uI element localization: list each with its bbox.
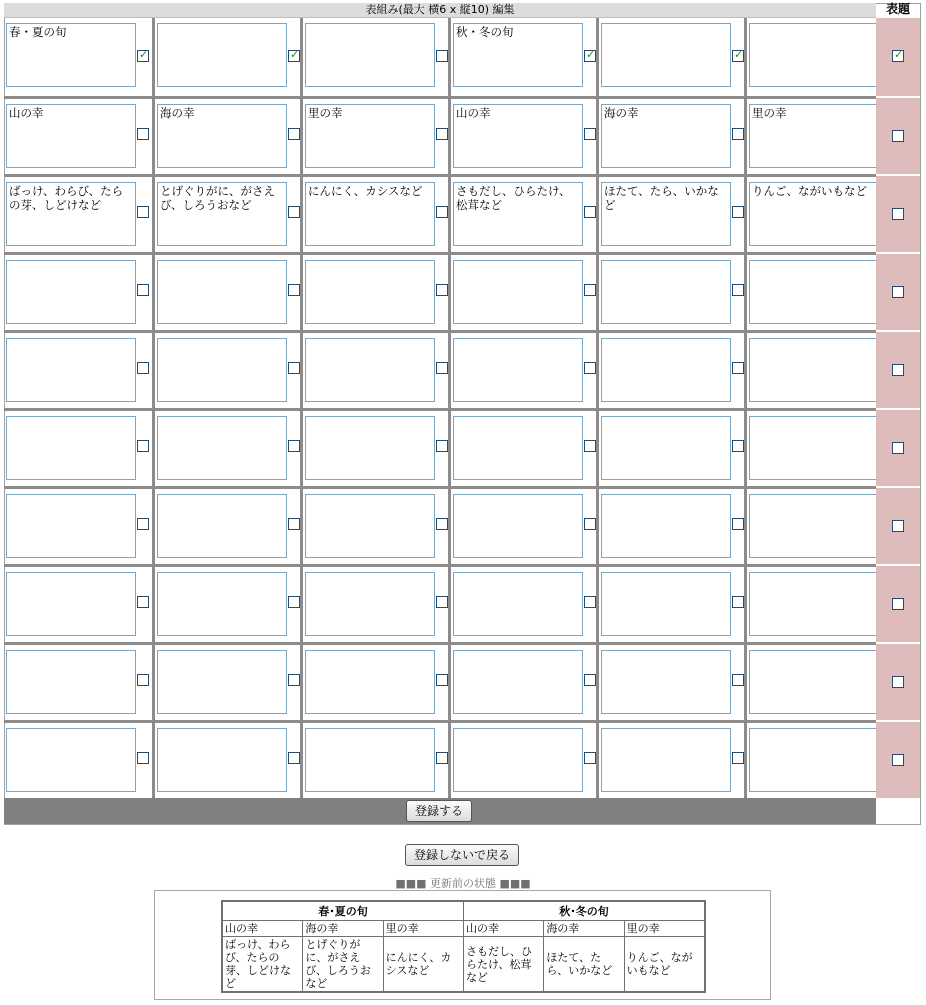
cell-merge-checkbox[interactable] (137, 362, 149, 374)
cell-merge-checkbox[interactable] (584, 674, 596, 686)
cell-merge-checkbox[interactable] (584, 128, 596, 140)
cell-text-input[interactable] (749, 416, 879, 480)
cell-merge-checkbox[interactable] (732, 206, 744, 218)
grid-cell (744, 177, 892, 255)
cell-text-input[interactable] (305, 338, 435, 402)
grid-cell (596, 645, 744, 723)
grid-cell (448, 411, 596, 489)
heading-row-cell (876, 18, 920, 96)
cell-text-input[interactable] (749, 728, 879, 792)
grid-cell (596, 177, 744, 255)
cell-merge-checkbox[interactable] (584, 362, 596, 374)
cell-text-input[interactable] (6, 572, 136, 636)
cell-merge-checkbox[interactable] (436, 284, 448, 296)
cell-text-input[interactable] (305, 260, 435, 324)
grid-cell (744, 645, 892, 723)
grid-cell (448, 99, 596, 177)
grid-cell (4, 255, 152, 333)
grid-cell (152, 333, 300, 411)
heading-row-cell (876, 96, 920, 174)
cell-text-input[interactable] (749, 23, 879, 87)
cell-text-input[interactable] (453, 23, 583, 87)
cell-text-input[interactable] (601, 494, 731, 558)
cell-grid (4, 18, 876, 798)
grid-cell (596, 18, 744, 96)
cell-merge-checkbox[interactable] (584, 596, 596, 608)
cell-merge-checkbox[interactable] (137, 596, 149, 608)
cell-text-input[interactable] (305, 416, 435, 480)
cell-merge-checkbox[interactable] (732, 596, 744, 608)
preview-cell: ほたて、たら、いかなど (544, 937, 624, 993)
grid-cell (152, 489, 300, 567)
heading-row-cell (876, 720, 920, 798)
cell-text-input[interactable] (601, 416, 731, 480)
cell-text-input[interactable] (453, 494, 583, 558)
grid-cell (4, 99, 152, 177)
cell-merge-checkbox[interactable] (288, 518, 300, 530)
heading-row-checkbox[interactable] (892, 208, 904, 220)
grid-cell (152, 567, 300, 645)
cell-text-input[interactable] (157, 416, 287, 480)
cell-text-input[interactable] (6, 338, 136, 402)
grid-cell (4, 411, 152, 489)
cell-merge-checkbox[interactable] (137, 284, 149, 296)
heading-row-cell (876, 330, 920, 408)
cell-text-input[interactable] (305, 182, 435, 246)
cell-text-input[interactable] (157, 23, 287, 87)
grid-cell (596, 567, 744, 645)
cell-merge-checkbox[interactable] (732, 440, 744, 452)
grid-cell (744, 489, 892, 567)
heading-row-checkbox[interactable] (892, 754, 904, 766)
cell-merge-checkbox[interactable] (137, 752, 149, 764)
preview-table (221, 900, 706, 993)
preview-cell: 里の幸 (383, 921, 463, 937)
cell-text-input[interactable] (453, 650, 583, 714)
preview-cell: 海の幸 (303, 921, 383, 937)
cell-text-input[interactable] (6, 494, 136, 558)
heading-row-cell (876, 486, 920, 564)
heading-row-checkbox[interactable] (892, 130, 904, 142)
cell-merge-checkbox[interactable] (288, 284, 300, 296)
preview-cell: 海の幸 (544, 921, 624, 937)
grid-cell (300, 645, 448, 723)
cell-text-input[interactable] (749, 572, 879, 636)
grid-cell (152, 645, 300, 723)
grid-cell (448, 333, 596, 411)
cell-merge-checkbox[interactable] (436, 440, 448, 452)
preview-caption: ■■■ 更新前の状態 ■■■ (395, 877, 531, 890)
grid-cell (744, 411, 892, 489)
cell-text-input[interactable] (749, 260, 879, 324)
cell-merge-checkbox[interactable] (732, 50, 744, 62)
grid-cell (596, 255, 744, 333)
preview-row (222, 937, 705, 993)
cell-merge-checkbox[interactable] (436, 518, 448, 530)
heading-row-checkbox[interactable] (892, 598, 904, 610)
cell-merge-checkbox[interactable] (732, 674, 744, 686)
cell-merge-checkbox[interactable] (584, 752, 596, 764)
cell-text-input[interactable] (157, 572, 287, 636)
cell-merge-checkbox[interactable] (732, 284, 744, 296)
grid-row (4, 408, 876, 486)
back-without-saving-button[interactable]: 登録しないで戻る (405, 844, 519, 866)
cell-text-input[interactable] (157, 260, 287, 324)
grid-cell (596, 723, 744, 801)
cell-merge-checkbox[interactable] (137, 518, 149, 530)
heading-row-cell (876, 252, 920, 330)
cell-merge-checkbox[interactable] (436, 206, 448, 218)
cell-text-input[interactable] (453, 260, 583, 324)
cell-text-input[interactable] (453, 416, 583, 480)
cell-merge-checkbox[interactable] (288, 596, 300, 608)
preview-header-row (222, 901, 705, 921)
cell-text-input[interactable] (305, 494, 435, 558)
grid-cell (744, 99, 892, 177)
submit-bar (4, 798, 876, 824)
preview-cell: りんご、ながいもなど (624, 937, 705, 993)
grid-cell (596, 99, 744, 177)
cell-text-input[interactable] (601, 260, 731, 324)
cell-text-input[interactable] (157, 494, 287, 558)
grid-cell (448, 18, 596, 96)
grid-cell (596, 333, 744, 411)
grid-cell (744, 255, 892, 333)
grid-cell (4, 567, 152, 645)
cell-text-input[interactable] (749, 494, 879, 558)
cell-text-input[interactable] (305, 23, 435, 87)
grid-cell (448, 723, 596, 801)
cell-text-input[interactable] (601, 650, 731, 714)
grid-cell (596, 489, 744, 567)
cell-text-input[interactable] (601, 728, 731, 792)
cell-merge-checkbox[interactable] (288, 362, 300, 374)
cell-merge-checkbox[interactable] (288, 128, 300, 140)
cell-text-input[interactable] (749, 338, 879, 402)
cell-merge-checkbox[interactable] (732, 752, 744, 764)
grid-cell (4, 723, 152, 801)
heading-row-checkbox[interactable] (892, 520, 904, 532)
cell-text-input[interactable] (157, 182, 287, 246)
cell-merge-checkbox[interactable] (584, 440, 596, 452)
preview-cell: さもだし、ひらたけ、松茸など (463, 937, 543, 993)
cell-merge-checkbox[interactable] (436, 596, 448, 608)
heading-row-cell (876, 564, 920, 642)
cell-text-input[interactable] (6, 260, 136, 324)
grid-cell (300, 99, 448, 177)
grid-cell (300, 723, 448, 801)
grid-cell (300, 333, 448, 411)
grid-cell (300, 567, 448, 645)
grid-cell (448, 489, 596, 567)
grid-cell (596, 411, 744, 489)
grid-row (4, 252, 876, 330)
cell-text-input[interactable] (305, 104, 435, 168)
cell-merge-checkbox[interactable] (137, 128, 149, 140)
cell-text-input[interactable] (305, 650, 435, 714)
heading-row-cell (876, 174, 920, 252)
grid-cell (152, 723, 300, 801)
grid-row (4, 486, 876, 564)
grid-row (4, 642, 876, 720)
cell-merge-checkbox[interactable] (137, 206, 149, 218)
grid-cell (4, 645, 152, 723)
cell-text-input[interactable] (157, 338, 287, 402)
cell-merge-checkbox[interactable] (137, 440, 149, 452)
preview-cell: 山の幸 (222, 921, 303, 937)
submit-button[interactable]: 登録する (406, 800, 472, 822)
grid-row (4, 720, 876, 798)
grid-row (4, 18, 876, 96)
heading-checkbox-column (876, 18, 920, 798)
cell-text-input[interactable] (453, 104, 583, 168)
grid-cell (744, 333, 892, 411)
cell-text-input[interactable] (453, 182, 583, 246)
cell-merge-checkbox[interactable] (732, 518, 744, 530)
cell-merge-checkbox[interactable] (436, 50, 448, 62)
grid-cell (4, 177, 152, 255)
grid-cell (300, 411, 448, 489)
cell-text-input[interactable] (305, 728, 435, 792)
cell-merge-checkbox[interactable] (584, 284, 596, 296)
cell-text-input[interactable] (453, 338, 583, 402)
heading-row-checkbox[interactable] (892, 50, 904, 62)
grid-row (4, 96, 876, 174)
preview-cell: にんにく、カシスなど (383, 937, 463, 993)
cell-merge-checkbox[interactable] (288, 206, 300, 218)
cell-text-input[interactable] (601, 104, 731, 168)
grid-cell (300, 18, 448, 96)
heading-row-checkbox[interactable] (892, 676, 904, 688)
cell-merge-checkbox[interactable] (288, 752, 300, 764)
cell-merge-checkbox[interactable] (436, 752, 448, 764)
cell-text-input[interactable] (157, 728, 287, 792)
grid-cell (448, 645, 596, 723)
preview-panel (154, 890, 771, 1000)
grid-cell (744, 723, 892, 801)
cell-text-input[interactable] (6, 416, 136, 480)
grid-cell (4, 489, 152, 567)
cell-text-input[interactable] (157, 650, 287, 714)
grid-cell (4, 18, 152, 96)
cell-merge-checkbox[interactable] (137, 50, 149, 62)
preview-row (222, 921, 705, 937)
cell-merge-checkbox[interactable] (288, 50, 300, 62)
cell-merge-checkbox[interactable] (288, 674, 300, 686)
grid-cell (152, 18, 300, 96)
cell-merge-checkbox[interactable] (732, 128, 744, 140)
grid-cell (300, 489, 448, 567)
cell-text-input[interactable] (6, 182, 136, 246)
grid-row (4, 174, 876, 252)
heading-column-label: 表題 (885, 2, 910, 16)
heading-row-cell (876, 642, 920, 720)
cell-merge-checkbox[interactable] (584, 50, 596, 62)
cell-text-input[interactable] (6, 23, 136, 87)
preview-cell: 山の幸 (463, 921, 543, 937)
grid-cell (152, 177, 300, 255)
preview-header-cell: 秋･冬の旬 (463, 901, 705, 921)
grid-cell (744, 18, 892, 96)
preview-cell: とげぐりがに、がさえび、しろうおなど (303, 937, 383, 993)
cell-text-input[interactable] (749, 104, 879, 168)
cell-text-input[interactable] (601, 572, 731, 636)
grid-cell (152, 255, 300, 333)
cell-text-input[interactable] (6, 104, 136, 168)
cell-merge-checkbox[interactable] (436, 674, 448, 686)
cell-text-input[interactable] (6, 650, 136, 714)
heading-row-checkbox[interactable] (892, 442, 904, 454)
heading-row-checkbox[interactable] (892, 364, 904, 376)
cell-text-input[interactable] (601, 23, 731, 87)
cell-text-input[interactable] (453, 572, 583, 636)
heading-row-cell (876, 408, 920, 486)
grid-cell (448, 177, 596, 255)
cell-text-input[interactable] (305, 572, 435, 636)
grid-cell (152, 99, 300, 177)
grid-cell (152, 411, 300, 489)
grid-row (4, 564, 876, 642)
cell-text-input[interactable] (157, 104, 287, 168)
grid-cell (744, 567, 892, 645)
cell-merge-checkbox[interactable] (436, 362, 448, 374)
cell-merge-checkbox[interactable] (288, 440, 300, 452)
cell-merge-checkbox[interactable] (584, 518, 596, 530)
cell-merge-checkbox[interactable] (584, 206, 596, 218)
cell-merge-checkbox[interactable] (436, 128, 448, 140)
grid-cell (300, 255, 448, 333)
cell-merge-checkbox[interactable] (137, 674, 149, 686)
grid-cell (448, 255, 596, 333)
cell-text-input[interactable] (6, 728, 136, 792)
grid-cell (448, 567, 596, 645)
cell-text-input[interactable] (601, 182, 731, 246)
preview-cell: ばっけ、わらび、たらの芽、しどけなど (222, 937, 303, 993)
cell-text-input[interactable] (749, 182, 879, 246)
grid-cell (300, 177, 448, 255)
cell-text-input[interactable] (453, 728, 583, 792)
preview-header-cell: 春･夏の旬 (222, 901, 463, 921)
grid-cell (4, 333, 152, 411)
cell-merge-checkbox[interactable] (732, 362, 744, 374)
heading-row-checkbox[interactable] (892, 286, 904, 298)
editor-title: 表組み(最大 横6 x 縦10) 編集 (4, 3, 876, 18)
cell-text-input[interactable] (749, 650, 879, 714)
preview-cell: 里の幸 (624, 921, 705, 937)
cell-text-input[interactable] (601, 338, 731, 402)
grid-row (4, 330, 876, 408)
